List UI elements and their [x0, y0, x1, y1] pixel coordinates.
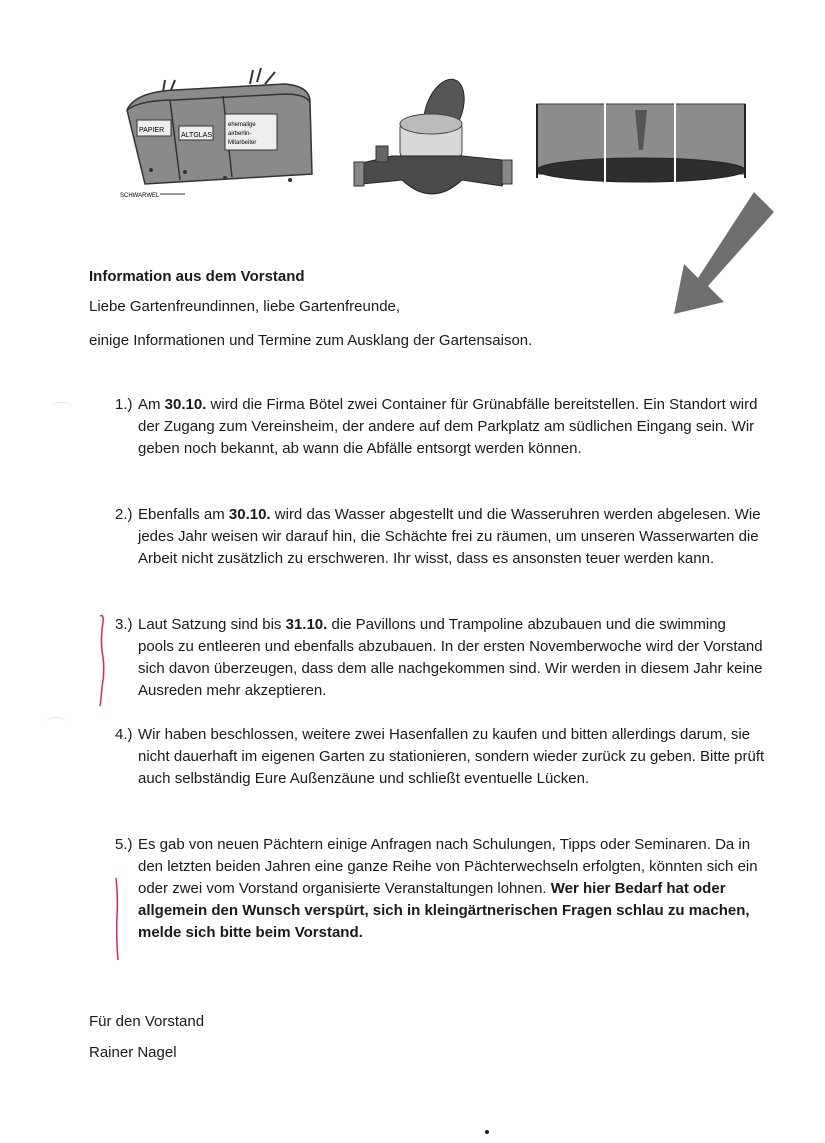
cartoon-illustration	[115, 62, 330, 207]
item-date: 31.10.	[285, 616, 328, 633]
item-text: Ebenfalls am	[138, 506, 229, 523]
greeting: Liebe Gartenfreundinnen, liebe Gartenfreunde,	[89, 298, 401, 315]
item-text: Laut Satzung sind bis	[138, 616, 286, 633]
list-item	[115, 504, 765, 570]
item-number: 3.)	[115, 616, 133, 633]
water-meter-image	[352, 68, 522, 210]
trampoline-image	[535, 100, 747, 190]
item-date: 30.10.	[164, 396, 207, 413]
page-heading: Information aus dem Vorstand	[89, 268, 305, 285]
item-date: 30.10.	[228, 506, 271, 523]
item-text: wird das Wasser abgestellt und die Wasseruhren werden abgelesen. Wie jedes Jahr weisen wir darauf hin, die Schächte frei zu räumen, um unseren Wasserwarten die Arbeit nicht zusätzlich zu erschweren. Ihr wisst, dass es ansonsten teuer werden kann.	[138, 506, 761, 567]
scan-speck	[485, 1130, 489, 1134]
item-text: Es gab von neuen Pächtern einige Anfragen nach Schulungen, Tipps oder Seminaren. Da in den letzten beiden Jahren eine ganze Reihe von Pächterwechseln erfolgten, könnten sich ein oder zwei vom Vorstand organisierte Veranstaltungen lohnen.	[138, 836, 758, 897]
cartoon-image	[115, 62, 330, 207]
item-bold-text: Wer hier Bedarf hat oder allgemein den Wunsch verspürt, sich in kleingärtnerischen Fragen schlau zu machen, melde sich bitte beim Vorstand.	[138, 880, 750, 941]
svg-text:Mitarbeiter: Mitarbeiter	[228, 140, 257, 146]
svg-text:PAPIER: PAPIER	[139, 127, 165, 134]
item-text: wird die Firma Bötel zwei Container für Grünabfälle bereitstellen. Ein Standort wird der Zugang zum Vereinsheim, der andere auf dem Parkplatz am südlichen Eingang sein. Wir geben noch bekannt, ab wann die Abfälle entsorgt werden können.	[138, 396, 758, 457]
item-text: die Pavillons und Trampoline abzubauen und die swimming pools zu entleeren und ebenfalls abzubauen. In der ersten Novemberwoche wird der Vorstand sich davon überzeugen, dass dem alle nachgekommen sind. Wir werden in diesem Jahr keine Ausreden mehr akzeptieren.	[138, 616, 763, 699]
svg-text:airberlin-: airberlin-	[228, 131, 252, 137]
item-number: 5.)	[115, 836, 133, 853]
item-text: Wir haben beschlossen, weitere zwei Hasenfallen zu kaufen und bitten allerdings darum, sie nicht dauerhaft im eigenen Garten zu stationieren, sondern wieder zurück zu geben. Bitte prüft auch selbständig Eure Außenzäune und schließt eventuelle Lücken.	[138, 726, 765, 787]
list-item	[115, 614, 765, 702]
red-annotation-line	[112, 876, 122, 962]
list-item	[115, 834, 765, 944]
list-item	[115, 724, 765, 790]
svg-text:ehemalige: ehemalige	[228, 122, 256, 128]
item-number: 4.)	[115, 726, 133, 743]
intro-text: einige Informationen und Termine zum Ausklang der Gartensaison.	[89, 332, 533, 349]
punch-hole-mark	[50, 402, 72, 413]
signature-name: Rainer Nagel	[89, 1044, 177, 1061]
signature-line-1: Für den Vorstand	[89, 1013, 205, 1030]
item-number: 2.)	[115, 506, 133, 523]
red-annotation-bracket	[96, 612, 110, 708]
list-item	[115, 394, 765, 460]
punch-hole-mark	[45, 717, 67, 728]
svg-text:ALTGLAS: ALTGLAS	[181, 132, 212, 139]
item-text: Am	[138, 396, 165, 413]
svg-text:SCHWARWEL: SCHWARWEL	[120, 193, 160, 199]
item-number: 1.)	[115, 396, 133, 413]
arrow-down-left-icon	[668, 190, 776, 320]
